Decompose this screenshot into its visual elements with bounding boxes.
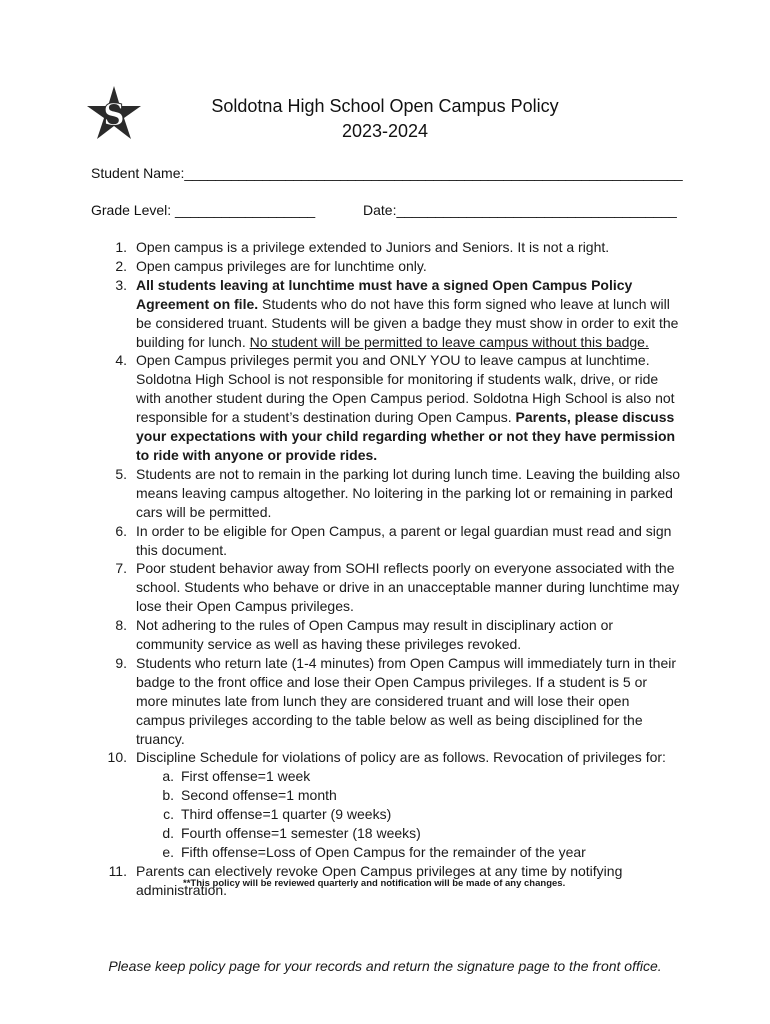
item-text: Students are not to remain in the parking lot during lunch time. Leaving the building also means leaving campus altogether. No loitering in the parking lot or remaining in parked cars will be permitted. — [136, 465, 681, 520]
list-item — [105, 238, 680, 257]
list-item — [105, 559, 680, 616]
list-item — [105, 616, 680, 654]
list-item — [105, 276, 680, 352]
list-item — [105, 257, 680, 276]
item-number: 6. — [115, 522, 127, 539]
policy-title: Soldotna High School Open Campus Policy — [211, 96, 559, 116]
list-item — [105, 654, 680, 749]
item-text: Students who do not have this form signed who leave at lunch will be considered truant. Students will be given a badge they must show in order to exit the building for lunch. — [136, 295, 679, 350]
item-text: Discipline Schedule for violations of policy are as follows. Revocation of privileges for: — [136, 749, 666, 766]
list-item — [105, 465, 680, 522]
item-text: In order to be eligible for Open Campus, a parent or legal guardian must read and sign this document. — [136, 522, 672, 558]
discipline-sublist — [136, 767, 680, 862]
item-text: Open Campus privileges permit you and ONLY YOU to leave campus at lunchtime. Soldotna High School is not responsible for monitoring if students walk, drive, or ride with another student during the Open Campus period. Soldotna High School is also not responsible for a student’s destination during Open Campus. — [136, 352, 675, 426]
list-item — [105, 522, 680, 560]
logo-letter: S — [103, 98, 125, 133]
item-underlined-text: No student will be permitted to leave campus without this badge. — [249, 333, 649, 350]
grade-level-field: Grade Level: __________________ — [91, 202, 316, 218]
item-text: Poor student behavior away from SOHI reflects poorly on everyone associated with the school. Students who behave or drive in an unacceptable manner during lunchtime may lose their Open Campus privileges. — [136, 560, 680, 615]
sub-list-item — [136, 843, 680, 862]
item-number: 4. — [115, 352, 127, 369]
review-note: **This policy will be reviewed quarterly and notification will be made of any changes. — [183, 878, 566, 889]
item-text: Open campus privileges are for lunchtime only. — [136, 257, 427, 274]
item-number: 5. — [115, 465, 127, 482]
sub-list-item — [136, 786, 680, 805]
student-name-field: Student Name:________________________________________________________________ — [91, 165, 683, 181]
list-item — [105, 748, 680, 861]
item-number: 1. — [115, 239, 127, 255]
footer-instruction: Please keep policy page for your records and return the signature page to the front office. — [108, 958, 662, 974]
sub-item-letter: b. — [162, 787, 174, 804]
date-field: Date:____________________________________ — [363, 202, 677, 218]
item-number: 10. — [107, 749, 127, 766]
sub-item-letter: a. — [162, 768, 174, 785]
item-number: 11. — [108, 862, 127, 879]
item-text: Students who return late (1-4 minutes) from Open Campus will immediately turn in their badge to the front office and lose their Open Campus privileges. If a student is 5 or more minutes late from lunch they are considered truant and will lose their open campus privileges according to the table below as well as being disciplined for the truancy. — [136, 654, 676, 747]
sub-list-item — [136, 805, 680, 824]
sub-item-text: Third offense=1 quarter (9 weeks) — [181, 806, 392, 823]
sub-item-text: Fourth offense=1 semester (18 weeks) — [181, 825, 421, 842]
item-bold-text: All students leaving at lunchtime must have a signed Open Campus Policy Agreement on file. — [136, 276, 633, 312]
item-number: 2. — [115, 257, 127, 274]
item-text: Not adhering to the rules of Open Campus may result in disciplinary action or community service as well as having these privileges revoked. — [136, 617, 614, 653]
item-number: 8. — [115, 617, 127, 634]
list-item — [105, 351, 680, 464]
item-number: 7. — [115, 560, 127, 577]
item-text: Open campus is a privilege extended to Juniors and Seniors. It is not a right. — [136, 239, 610, 255]
page-title — [150, 94, 620, 144]
item-text: Parents can electively revoke Open Campus privileges at any time by notifying administration. — [136, 862, 623, 898]
item-bold-text: Parents, please discuss your expectations with your child regarding whether or not they have permission to ride with anyone or provide rides. — [136, 409, 676, 463]
sub-item-letter: c. — [163, 806, 174, 823]
school-star-logo — [86, 86, 142, 140]
sub-list-item — [136, 767, 680, 786]
item-number: 3. — [115, 276, 127, 293]
sub-item-text: First offense=1 week — [181, 768, 311, 785]
policy-list — [105, 238, 680, 900]
policy-year: 2023-2024 — [341, 121, 429, 141]
sub-item-text: Second offense=1 month — [181, 787, 337, 804]
sub-list-item — [136, 824, 680, 843]
item-number: 9. — [115, 654, 127, 671]
sub-item-letter: e. — [162, 844, 174, 860]
sub-item-text: Fifth offense=Loss of Open Campus for the remainder of the year — [181, 844, 586, 860]
sub-item-letter: d. — [162, 825, 174, 842]
